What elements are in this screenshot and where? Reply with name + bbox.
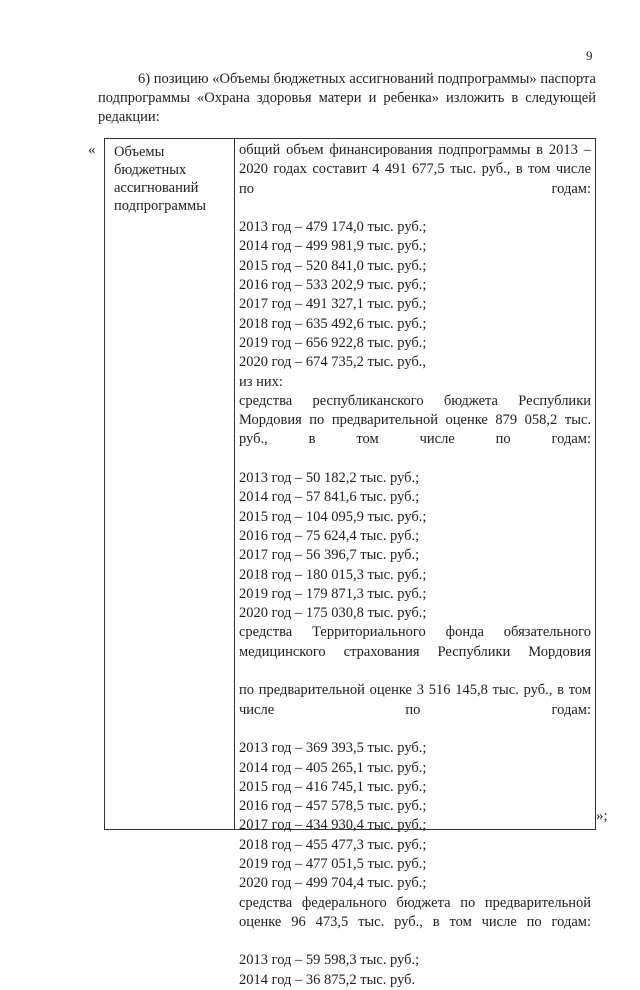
- year-amount-line: 2015 год – 416 745,1 тыс. руб.;: [239, 778, 427, 795]
- year-amount-line: 2013 год – 479 174,0 тыс. руб.;: [239, 219, 427, 236]
- year-amount-line: 2017 год – 491 327,1 тыс. руб.;: [239, 296, 427, 313]
- year-amount-line: 2019 год – 179 871,3 тыс. руб.;: [239, 585, 427, 602]
- year-amount-line: 2016 год – 75 624,4 тыс. руб.;: [239, 527, 420, 544]
- total-financing-text: общий объем финансирования подпрограммы в 2013 – 2020 годах составит 4 491 677,5 тыс. руб., в том числе по годам:: [239, 142, 591, 197]
- year-amount-line: 2019 год – 656 922,8 тыс. руб.;: [239, 334, 427, 351]
- intro-paragraph: [98, 70, 596, 127]
- year-amount-line: 2018 год – 180 015,3 тыс. руб.;: [239, 566, 427, 583]
- federal-budget-text: средства федерального бюджета по предварительной оценке 96 473,5 тыс. руб., в том числе по годам:: [239, 894, 591, 930]
- year-amount-line: 2017 год – 56 396,7 тыс. руб.;: [239, 547, 420, 564]
- year-amount-line: 2016 год – 457 578,5 тыс. руб.;: [239, 798, 427, 815]
- year-amount-line: 2015 год – 104 095,9 тыс. руб.;: [239, 508, 427, 525]
- fund-text: средства Территориального фонда обязательного медицинского страхования Республики Мордовия: [239, 624, 591, 660]
- year-amount-line: 2013 год – 59 598,3 тыс. руб.;: [239, 952, 420, 969]
- year-amount-line: 2014 год – 36 875,2 тыс. руб.: [239, 971, 416, 988]
- page-number: 9: [586, 48, 593, 63]
- year-amount-line: 2018 год – 455 477,3 тыс. руб.;: [239, 836, 427, 853]
- year-amount-line: 2017 год – 434 930,4 тыс. руб.;: [239, 817, 427, 834]
- value-cell: [235, 139, 595, 988]
- open-quote: «: [88, 142, 96, 158]
- year-amount-line: 2020 год – 499 704,4 тыс. руб.;: [239, 875, 427, 892]
- republican-years-list: [239, 469, 591, 623]
- year-amount-line: 2018 год – 635 492,6 тыс. руб.;: [239, 315, 427, 332]
- passport-table: [104, 138, 596, 988]
- year-amount-line: 2013 год – 50 182,2 тыс. руб.;: [239, 470, 420, 487]
- year-amount-line: 2015 год – 520 841,0 тыс. руб.;: [239, 257, 427, 274]
- year-amount-line: 2019 год – 477 051,5 тыс. руб.;: [239, 855, 427, 872]
- republican-budget-text: средства республиканского бюджета Республики Мордовия по предварительной оценке 879 058,2 тыс. руб., в том числе по годам:: [239, 392, 591, 448]
- intro-text: 6) позицию «Объемы бюджетных ассигнований подпрограммы» паспорта подпрограммы «Охрана здоровья матери и ребенка» изложить в следующей редакции:: [98, 71, 596, 125]
- total-years-list: [239, 218, 591, 372]
- year-amount-line: 2014 год – 57 841,6 тыс. руб.;: [239, 489, 420, 506]
- close-quote: »;: [596, 808, 608, 824]
- of-them-label: из них:: [239, 373, 283, 390]
- year-amount-line: 2014 год – 405 265,1 тыс. руб.;: [239, 759, 427, 776]
- year-amount-line: 2020 год – 674 735,2 тыс. руб.,: [239, 354, 427, 371]
- year-amount-line: 2014 год – 499 981,9 тыс. руб.;: [239, 238, 427, 255]
- year-amount-line: 2013 год – 369 393,5 тыс. руб.;: [239, 740, 427, 757]
- federal-years-list: [239, 951, 591, 990]
- year-amount-line: 2020 год – 175 030,8 тыс. руб.;: [239, 605, 427, 622]
- year-amount-line: 2016 год – 533 202,9 тыс. руб.;: [239, 277, 427, 294]
- fund-estimate-text: по предварительной оценке 3 516 145,8 тыс. руб., в том числе по годам:: [239, 682, 591, 718]
- label-cell: Объемы бюджетных ассигнований подпрограммы: [105, 139, 235, 829]
- fund-years-list: [239, 739, 591, 893]
